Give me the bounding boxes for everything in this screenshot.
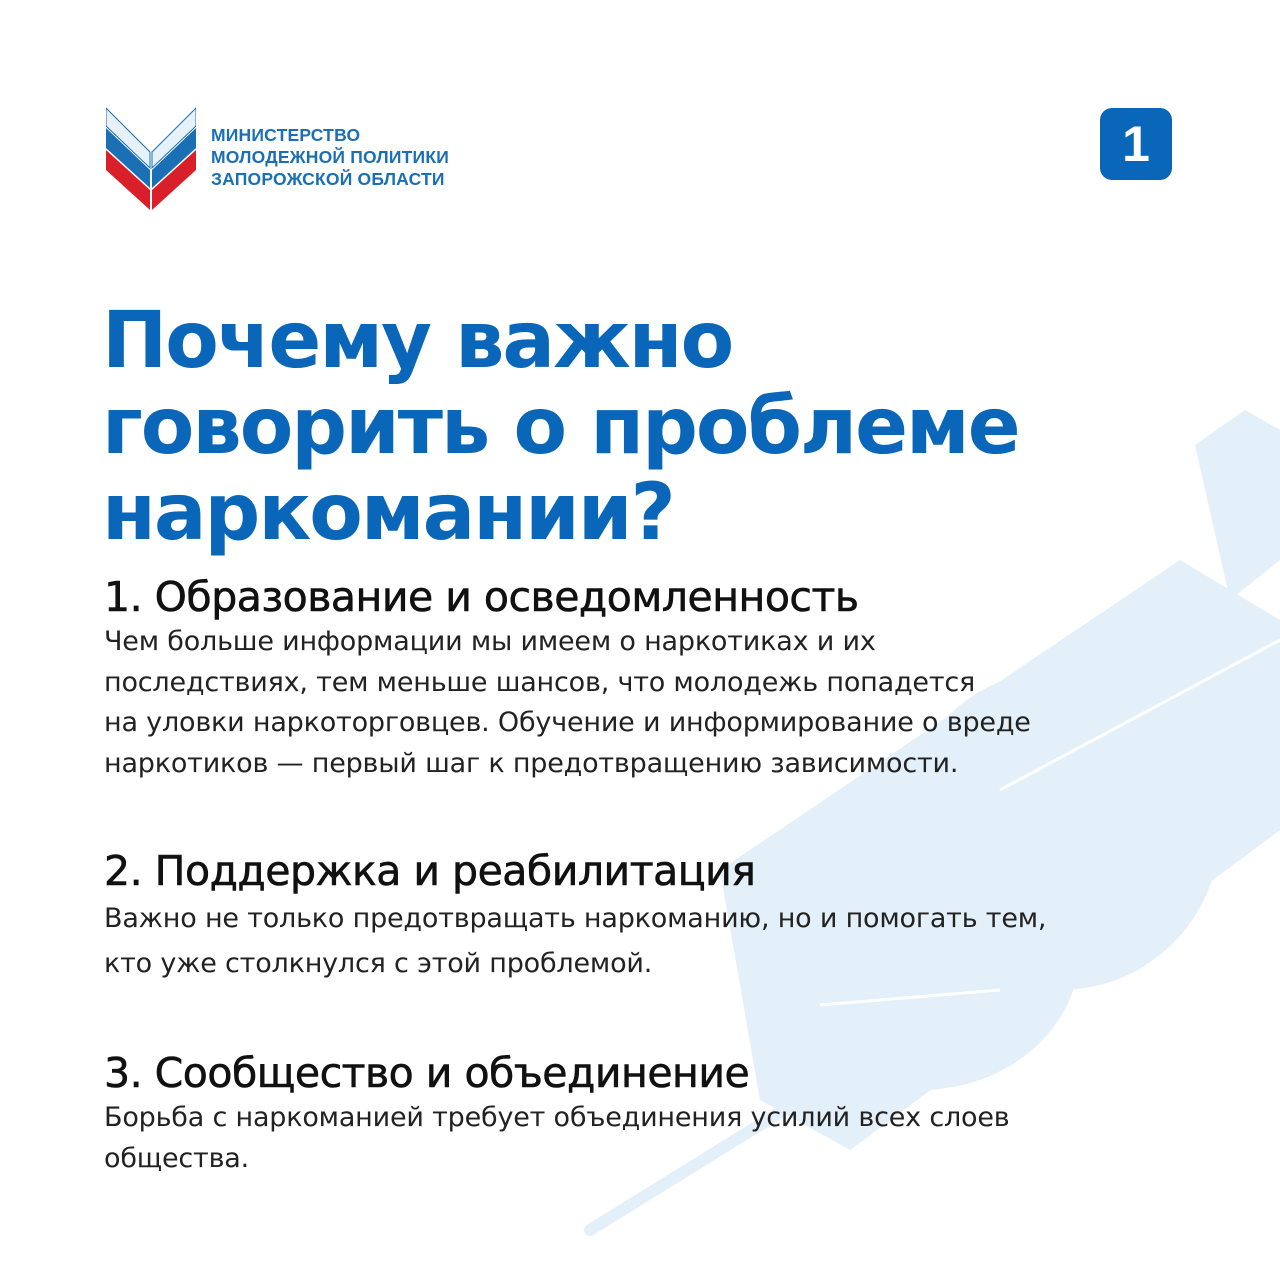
section-text-line: кто уже столкнулся с этой проблемой. [104, 948, 653, 979]
section-text-line: наркотиков — первый шаг к предотвращению зависимости. [104, 747, 959, 779]
organization-name [211, 124, 449, 190]
ministry-logo-icon [106, 106, 196, 210]
page-title [102, 298, 1019, 556]
section-support [104, 846, 1046, 986]
section-text-line: Важно не только предотвращать наркоманию, но и помогать тем, [104, 903, 1047, 934]
section-text-line: на уловки наркоторговцев. Обучение и информирование о вреде [104, 707, 1031, 738]
section-heading: 3. Сообщество и объединение [104, 1049, 750, 1097]
section-text-line: последствиях, тем меньше шансов, что молодежь попадется [104, 666, 976, 698]
section-heading: 1. Образование и осведомленность [104, 573, 859, 621]
title-line: Почему важно [102, 296, 733, 386]
org-line: МОЛОДЕЖНОЙ ПОЛИТИКИ [211, 147, 449, 167]
title-line: наркомании? [102, 468, 674, 558]
page-number-badge: 1 [1100, 108, 1172, 180]
section-text-line: общества. [104, 1142, 250, 1174]
title-line: говорить о проблеме [102, 382, 1019, 472]
section-text-line: Борьба с наркоманией требует объединения усилий всех слоев [104, 1102, 1010, 1133]
org-line: ЗАПОРОЖСКОЙ ОБЛАСТИ [211, 169, 445, 189]
section-text-line: Чем больше информации мы имеем о наркотиках и их [104, 626, 876, 657]
syringe-plunger [1195, 410, 1280, 600]
section-education [104, 572, 1031, 784]
org-line: МИНИСТЕРСТВО [211, 125, 361, 145]
section-community [104, 1048, 1010, 1179]
section-heading: 2. Поддержка и реабилитация [104, 847, 756, 895]
